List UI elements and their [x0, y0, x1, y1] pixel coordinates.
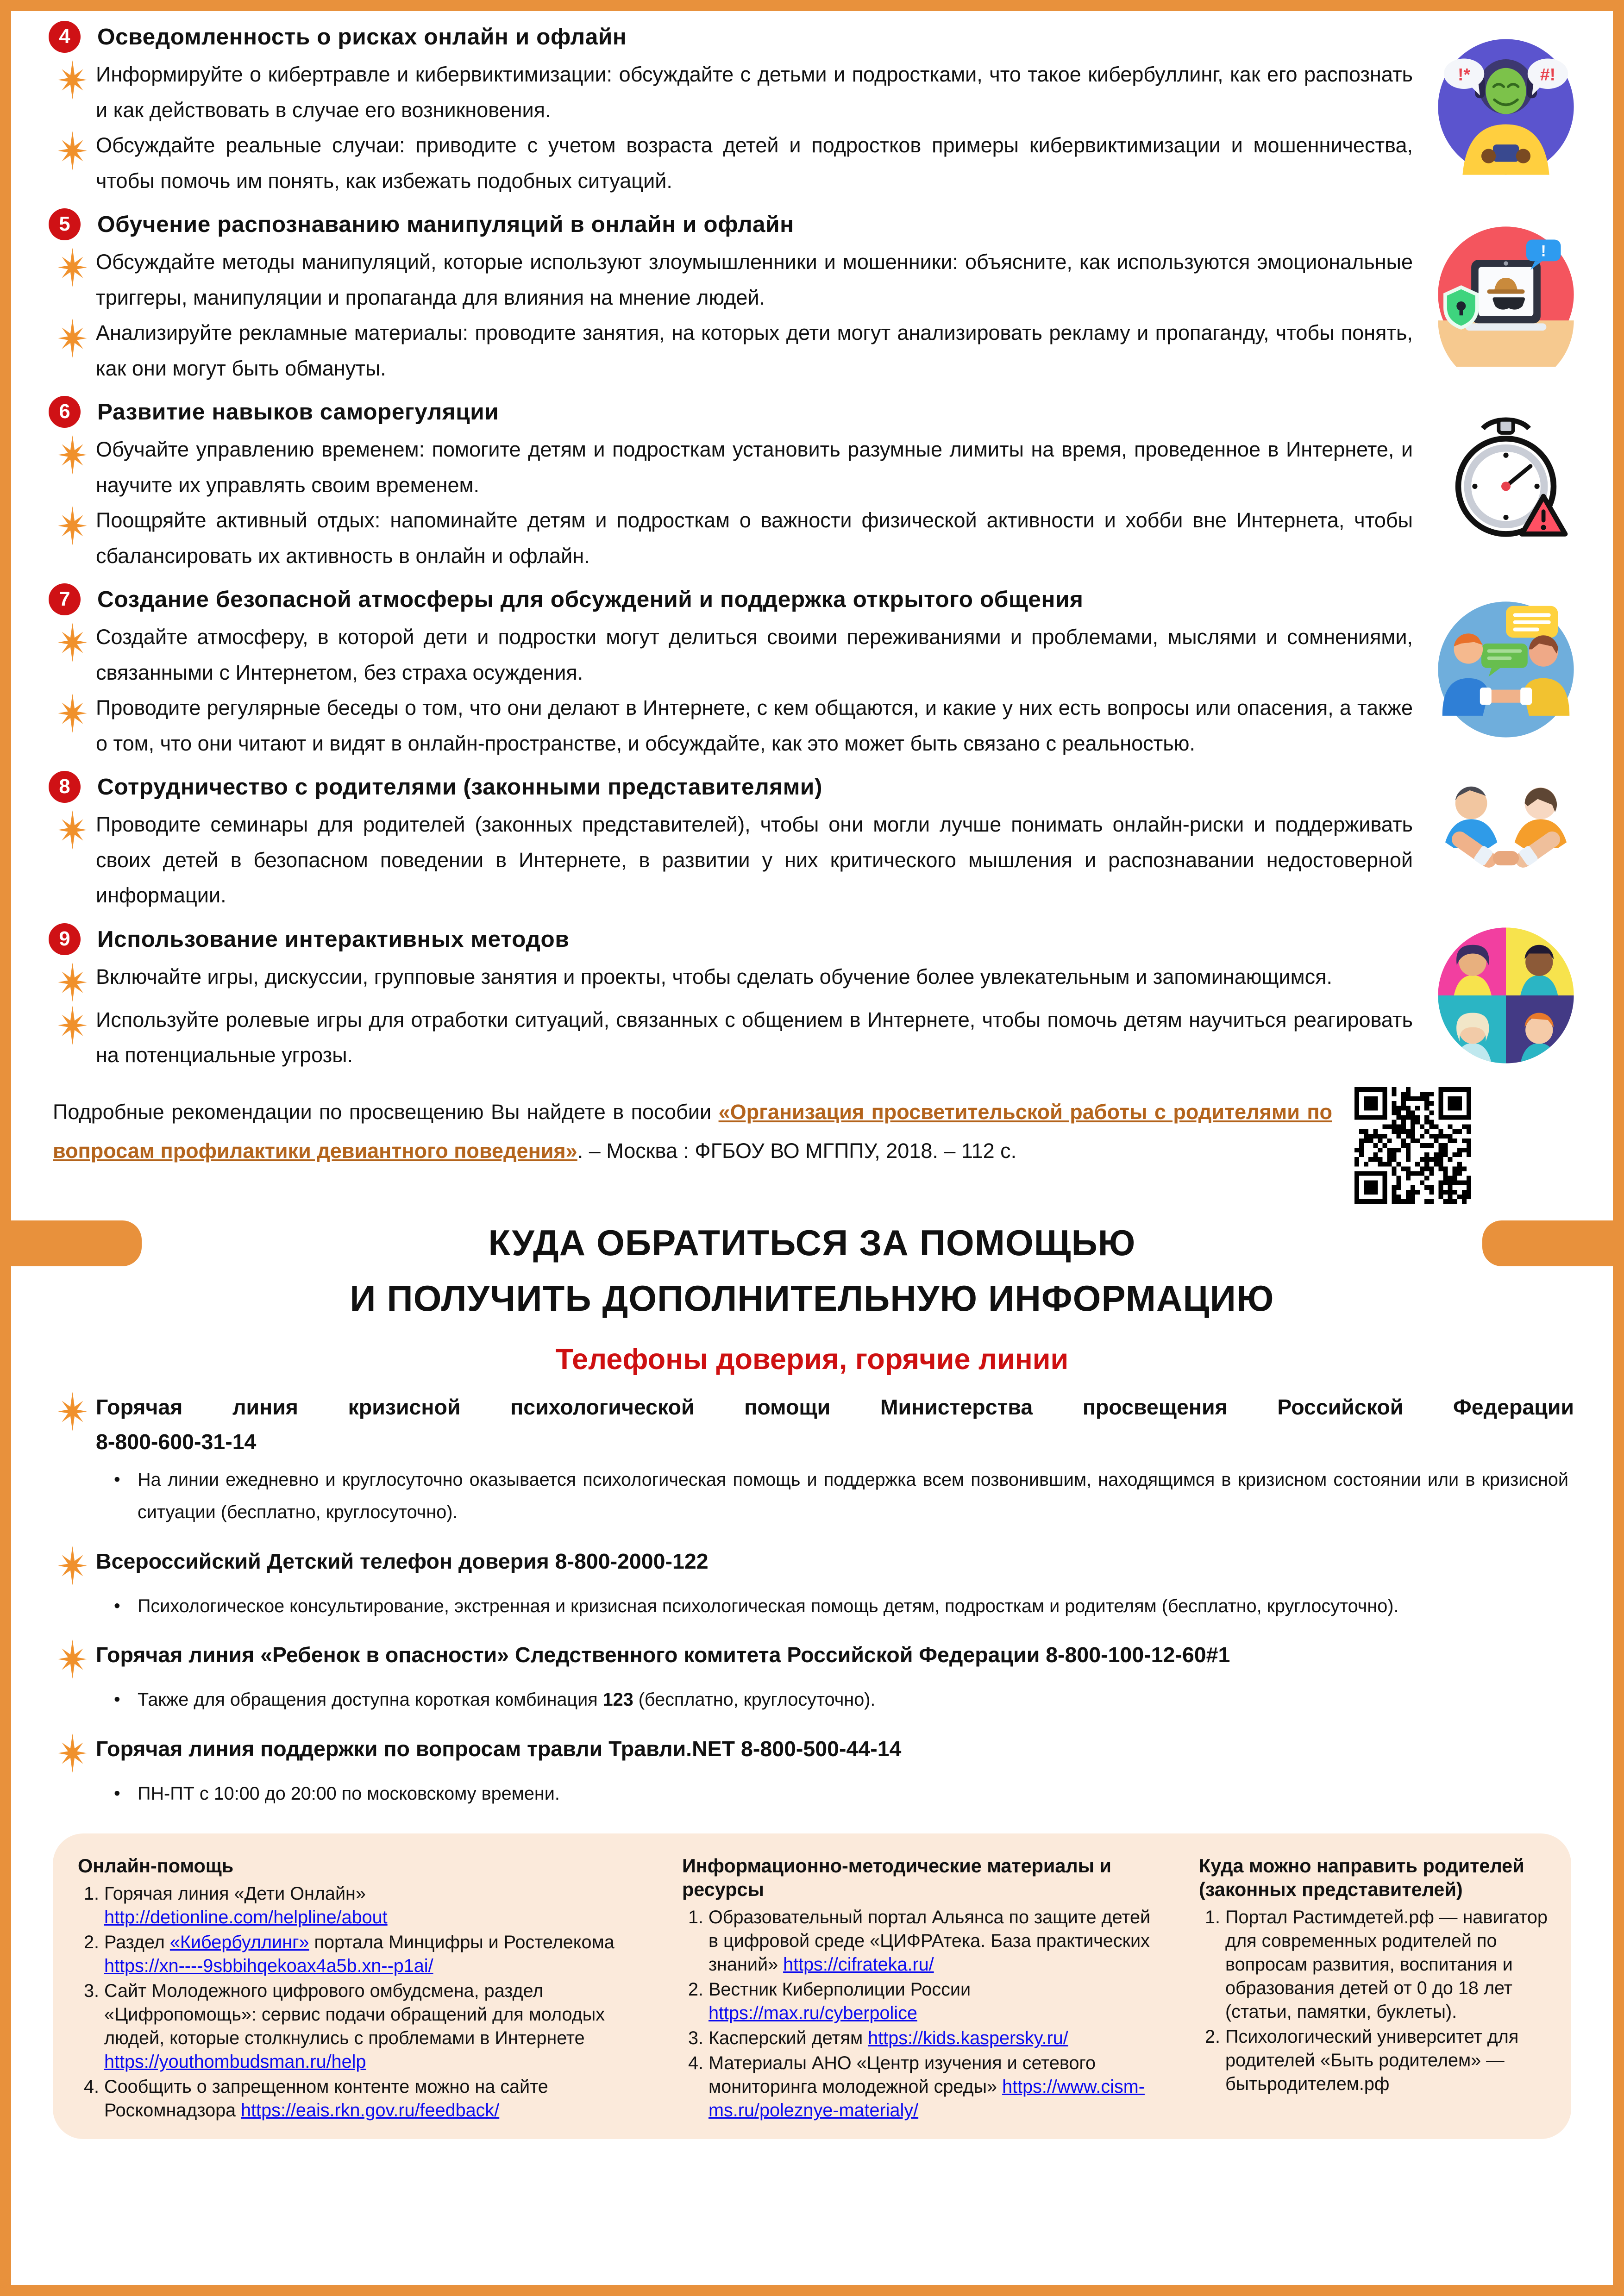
section-title: Использование интерактивных методов: [97, 926, 570, 952]
section-5: [11, 199, 1613, 386]
hotline-title-line: Всероссийский Детский телефон доверия 8-800-2000-122: [96, 1549, 709, 1573]
section-content: [49, 578, 1413, 761]
hotline-title: [96, 1638, 1574, 1679]
recommendation-text: Проводите семинары для родителей (законных представителей), чтобы они могли лучше понимать онлайн-риски и поддерживать своих детей в безопасном поведении в Интернете, в развитии у них критического мышления и распознавании недостоверной информации.: [96, 813, 1413, 907]
resource-link[interactable]: https://max.ru/cyberpolice: [709, 2003, 917, 2023]
svg-text:#!: #!: [1540, 64, 1556, 84]
recommendation-item: [49, 57, 1413, 128]
hotlines-list: [11, 1382, 1613, 1817]
star-bullet-icon: [49, 619, 96, 690]
star-bullet-icon: [49, 128, 96, 199]
hotline-header: [49, 1390, 1574, 1459]
resource-item: 1. Образовательный портал Альянса по защите детей в цифровой среде «ЦИФРАтека. База практических знаний» https://cifrateka.ru/: [709, 1906, 1157, 1977]
hotline-note-text: Также для обращения доступна короткая комбинация 123 (бесплатно, круглосуточно).: [138, 1689, 876, 1710]
resource-item: 2. Психологический университет для родителей «Быть родителем» — бытьродителем.рф: [1225, 2025, 1549, 2096]
hotline-title-line: Горячая линия поддержки по вопросам травли Травли.NET 8-800-500-44-14: [96, 1736, 902, 1761]
resources-column-1: [78, 1852, 638, 2124]
star-bullet-icon: [49, 432, 96, 503]
star-bullet-icon: [49, 807, 96, 913]
section-header: [49, 21, 1413, 53]
resource-item: 2. Раздел «Кибербуллинг» портала Минцифры и Ростелекома https://xn----9sbbihqekoax4a5b.xn--p1ai/: [104, 1931, 638, 1978]
hotline-3: [11, 1629, 1613, 1723]
section-title: Создание безопасной атмосферы для обсуждений и поддержка открытого общения: [97, 587, 1084, 612]
hotline-note-text: Психологическое консультирование, экстренная и кризисная психологическая помощь детям, подросткам и родителям (бесплатно, круглосуточно).: [138, 1595, 1399, 1616]
resources-columns: [78, 1852, 1549, 2124]
section-content: [49, 765, 1413, 913]
hotline-title: [96, 1544, 1574, 1586]
hotlines-title: Телефоны доверия, горячие линии: [555, 1343, 1069, 1376]
resource-item: 1. Горячая линия «Дети Онлайн» http://detionline.com/helpline/about: [104, 1882, 638, 1929]
hotline-title-line: Горячая линия кризисной психологической помощи Министерства просвещения Российской Федерации: [96, 1395, 1574, 1419]
resource-item: 4. Сообщить о запрещенном контенте можно на сайте Роскомнадзора https://eais.rkn.gov.ru/feedback/: [104, 2075, 638, 2122]
recommendation-text: Используйте ролевые игры для отработки ситуаций, связанных с общением в Интернете, чтобы помочь детям научиться реагировать на потенциальные угрозы.: [96, 1007, 1413, 1067]
star-bullet-icon: [49, 315, 96, 386]
help-header-line2: И ПОЛУЧИТЬ ДОПОЛНИТЕЛЬНУЮ ИНФОРМАЦИЮ: [350, 1277, 1274, 1319]
qr-code: [1354, 1087, 1471, 1204]
recommendation-item: [49, 807, 1413, 913]
recommendation-item: [49, 128, 1413, 199]
section-title: Развитие навыков саморегуляции: [97, 399, 499, 425]
hotline-title: [96, 1390, 1574, 1459]
section-header: [49, 771, 1413, 803]
footnote-prefix: Подробные рекомендации по просвещению Вы найдете в пособии: [53, 1100, 719, 1124]
star-bullet-icon: [49, 503, 96, 574]
section-header: [49, 583, 1413, 615]
section-content: [49, 390, 1413, 574]
star-bullet-icon: [49, 1544, 96, 1586]
recommendation-item: [49, 1002, 1413, 1073]
svg-text:!: !: [1541, 242, 1546, 260]
hotline-note-text: ПН-ПТ с 10:00 до 20:00 по московскому времени.: [138, 1783, 560, 1804]
section-content: [49, 918, 1413, 1073]
decor-bar-left: [11, 1220, 142, 1266]
section-content: [49, 203, 1413, 386]
hotline-title: [96, 1732, 1574, 1773]
section-number-badge: 9: [49, 923, 81, 955]
recommendation-item: [49, 432, 1413, 503]
resource-link[interactable]: «Кибербуллинг»: [169, 1932, 309, 1952]
recommendation-text: Обсуждайте реальные случаи: приводите с учетом возраста детей и подростков примеры кибервиктимизации и мошенничества, чтобы помочь им понять, как избежать подобных ситуаций.: [96, 133, 1413, 193]
resource-list: [1199, 1906, 1549, 2096]
footnote-row: [11, 1073, 1613, 1204]
section-9: [11, 913, 1613, 1073]
hotline-2: [11, 1536, 1613, 1630]
help-header-line1: КУДА ОБРАТИТЬСЯ ЗА ПОМОЩЬЮ: [488, 1222, 1136, 1263]
recommendation-text: Поощряйте активный отдых: напоминайте детям и подросткам о важности физической активности и хобби вне Интернета, чтобы сбалансировать их активность в онлайн и офлайн.: [96, 508, 1413, 568]
dot-bullet: •: [114, 1689, 120, 1709]
decor-bar-right: [1482, 1220, 1613, 1266]
resource-link[interactable]: https://xn----9sbbihqekoax4a5b.xn--p1ai/: [104, 1956, 433, 1976]
interactive-methods-icon: [1413, 923, 1593, 1068]
hotline-note: [114, 1683, 1568, 1716]
dot-bullet: •: [114, 1595, 120, 1616]
hotline-header: [49, 1544, 1574, 1586]
recommendation-text: Информируйте о кибертравле и кибервиктимизации: обсуждайте с детьми и подростками, что такое кибербуллинг, как его распознать и как действовать в случае его возникновения.: [96, 63, 1413, 122]
resource-link[interactable]: http://detionline.com/helpline/about: [104, 1907, 388, 1927]
recommendation-text: Обсуждайте методы манипуляций, которые используют злоумышленники и мошенники: объясните, как используются эмоциональные триггеры, манипуляции и пропаганда для влияния на мнение людей.: [96, 250, 1413, 309]
recommendation-text: Анализируйте рекламные материалы: проводите занятия, на которых дети могут анализировать рекламу и пропаганду, чтобы понять, как они могут быть обмануты.: [96, 321, 1413, 380]
manipulation-icon: [1413, 222, 1593, 367]
help-header: [11, 1215, 1613, 1326]
recommendation-item: [49, 244, 1413, 315]
section-7: [11, 574, 1613, 761]
resource-link[interactable]: https://www.cism-ms.ru/poleznye-materialy/: [709, 2077, 1145, 2121]
star-bullet-icon: [49, 959, 96, 1002]
manual-link[interactable]: «Организация просветительской работы с родителями по вопросам профилактики девиантного поведения»: [53, 1100, 1332, 1163]
section-title: Осведомленность о рисках онлайн и офлайн: [97, 24, 627, 50]
hotline-note-text: На линии ежедневно и круглосуточно оказывается психологическая помощь и поддержка всем позвонившим, находящимся в кризисном состоянии или в кризисной ситуации (бесплатно, круглосуточно).: [138, 1469, 1568, 1522]
section-number-badge: 5: [49, 208, 81, 240]
resource-item: 3. Сайт Молодежного цифрового омбудсмена, раздел «Цифропомощь»: сервис подачи обращений для молодых людей, которые столкнулись с проблемами в Интернете https://youthombudsman.ru/help: [104, 1979, 638, 2074]
footnote-suffix: . – Москва : ФГБОУ ВО МГППУ, 2018. – 112 с.: [577, 1139, 1017, 1163]
section-title: Обучение распознаванию манипуляций в онлайн и офлайн: [97, 212, 794, 237]
hotline-4: [11, 1723, 1613, 1817]
section-number-badge: 4: [49, 21, 81, 53]
resource-link[interactable]: https://eais.rkn.gov.ru/feedback/: [241, 2100, 500, 2121]
section-number-badge: 7: [49, 583, 81, 615]
recommendations-list: [11, 11, 1613, 1073]
svg-text:!*: !*: [1458, 64, 1471, 84]
recommendation-item: [49, 690, 1413, 761]
recommendation-text: Обучайте управлению временем: помогите детям и подросткам установить разумные лимиты на время, проведенное в Интернете, и научите их управлять своим временем.: [96, 438, 1413, 497]
resource-item: 4. Материалы АНО «Центр изучения и сетевого мониторинга молодежной среды» https://www.cism-ms.ru/poleznye-materialy/: [709, 2052, 1157, 2122]
section-header: [49, 923, 1413, 955]
section-number-badge: 6: [49, 396, 81, 428]
section-6: [11, 386, 1613, 574]
resource-item: 1. Портал Растимдетей.рф — навигатор для современных родителей по вопросам развития, воспитания и образования детей от 0 до 18 лет (статьи, памятки, буклеты).: [1225, 1906, 1549, 2024]
recommendation-text: Включайте игры, дискуссии, групповые занятия и проекты, чтобы сделать обучение более увлекательным и запоминающимся.: [96, 964, 1332, 988]
resource-link[interactable]: https://cifrateka.ru/: [783, 1954, 934, 1975]
resources-column-2: [682, 1852, 1157, 2124]
hotline-header: [49, 1732, 1574, 1773]
hotline-note: [114, 1590, 1568, 1623]
hotline-title-line: 8-800-600-31-14: [96, 1429, 257, 1454]
hotline-header: [49, 1638, 1574, 1679]
column-title: Информационно-методические материалы и ресурсы: [682, 1855, 1111, 1900]
section-content: [49, 15, 1413, 199]
recommendation-item: [49, 959, 1413, 1002]
hotline-note: [114, 1464, 1568, 1529]
section-title: Сотрудничество с родителями (законными представителями): [97, 774, 823, 800]
hotline-note: [114, 1777, 1568, 1810]
star-bullet-icon: [49, 1002, 96, 1073]
star-bullet-icon: [49, 57, 96, 128]
star-bullet-icon: [49, 1390, 96, 1459]
section-header: [49, 396, 1413, 428]
star-bullet-icon: [49, 1638, 96, 1679]
parents-cooperation-icon: [1413, 767, 1593, 912]
section-8: [11, 761, 1613, 913]
footnote-text: [53, 1093, 1332, 1170]
recommendation-text: Создайте атмосферу, в которой дети и подростки могут делиться своими переживаниями и проблемами, мыслями и сомнениями, связанными с Интернетом, без страха осуждения.: [96, 625, 1413, 684]
resource-list: [682, 1906, 1157, 2122]
resources-column-3: [1199, 1852, 1549, 2124]
section-header: [49, 208, 1413, 240]
resource-link[interactable]: https://kids.kaspersky.ru/: [868, 2028, 1068, 2048]
resource-item: 2. Вестник Киберполиции России https://max.ru/cyberpolice: [709, 1978, 1157, 2025]
star-bullet-icon: [49, 244, 96, 315]
section-4: [11, 11, 1613, 199]
resources-panel: [53, 1833, 1571, 2139]
open-dialog-icon: [1413, 597, 1593, 742]
recommendation-item: [49, 503, 1413, 574]
dot-bullet: •: [114, 1469, 120, 1489]
resource-item: 3. Касперский детям https://kids.kaspersky.ru/: [709, 2027, 1157, 2050]
recommendation-item: [49, 619, 1413, 690]
star-bullet-icon: [49, 690, 96, 761]
cyberbullying-icon: [1413, 35, 1593, 179]
recommendation-text: Проводите регулярные беседы о том, что они делают в Интернете, с кем общаются, и какие у них есть вопросы или опасения, а также о том, что они читают и видят в онлайн-пространстве, и обсуждайте, как это может быть связано с реальностью.: [96, 696, 1413, 755]
dot-bullet: •: [114, 1783, 120, 1803]
column-title: Онлайн-помощь: [78, 1855, 234, 1877]
hotline-title-line: Горячая линия «Ребенок в опасности» Следственного комитета Российской Федерации 8-800-100-12-60#1: [96, 1643, 1230, 1667]
hotline-1: [11, 1382, 1613, 1536]
resource-list: [78, 1882, 638, 2122]
time-management-icon: [1413, 410, 1593, 554]
recommendation-item: [49, 315, 1413, 386]
resource-link[interactable]: https://youthombudsman.ru/help: [104, 2052, 366, 2072]
section-number-badge: 8: [49, 771, 81, 803]
column-title: Куда можно направить родителей (законных представителей): [1199, 1855, 1524, 1900]
star-bullet-icon: [49, 1732, 96, 1773]
